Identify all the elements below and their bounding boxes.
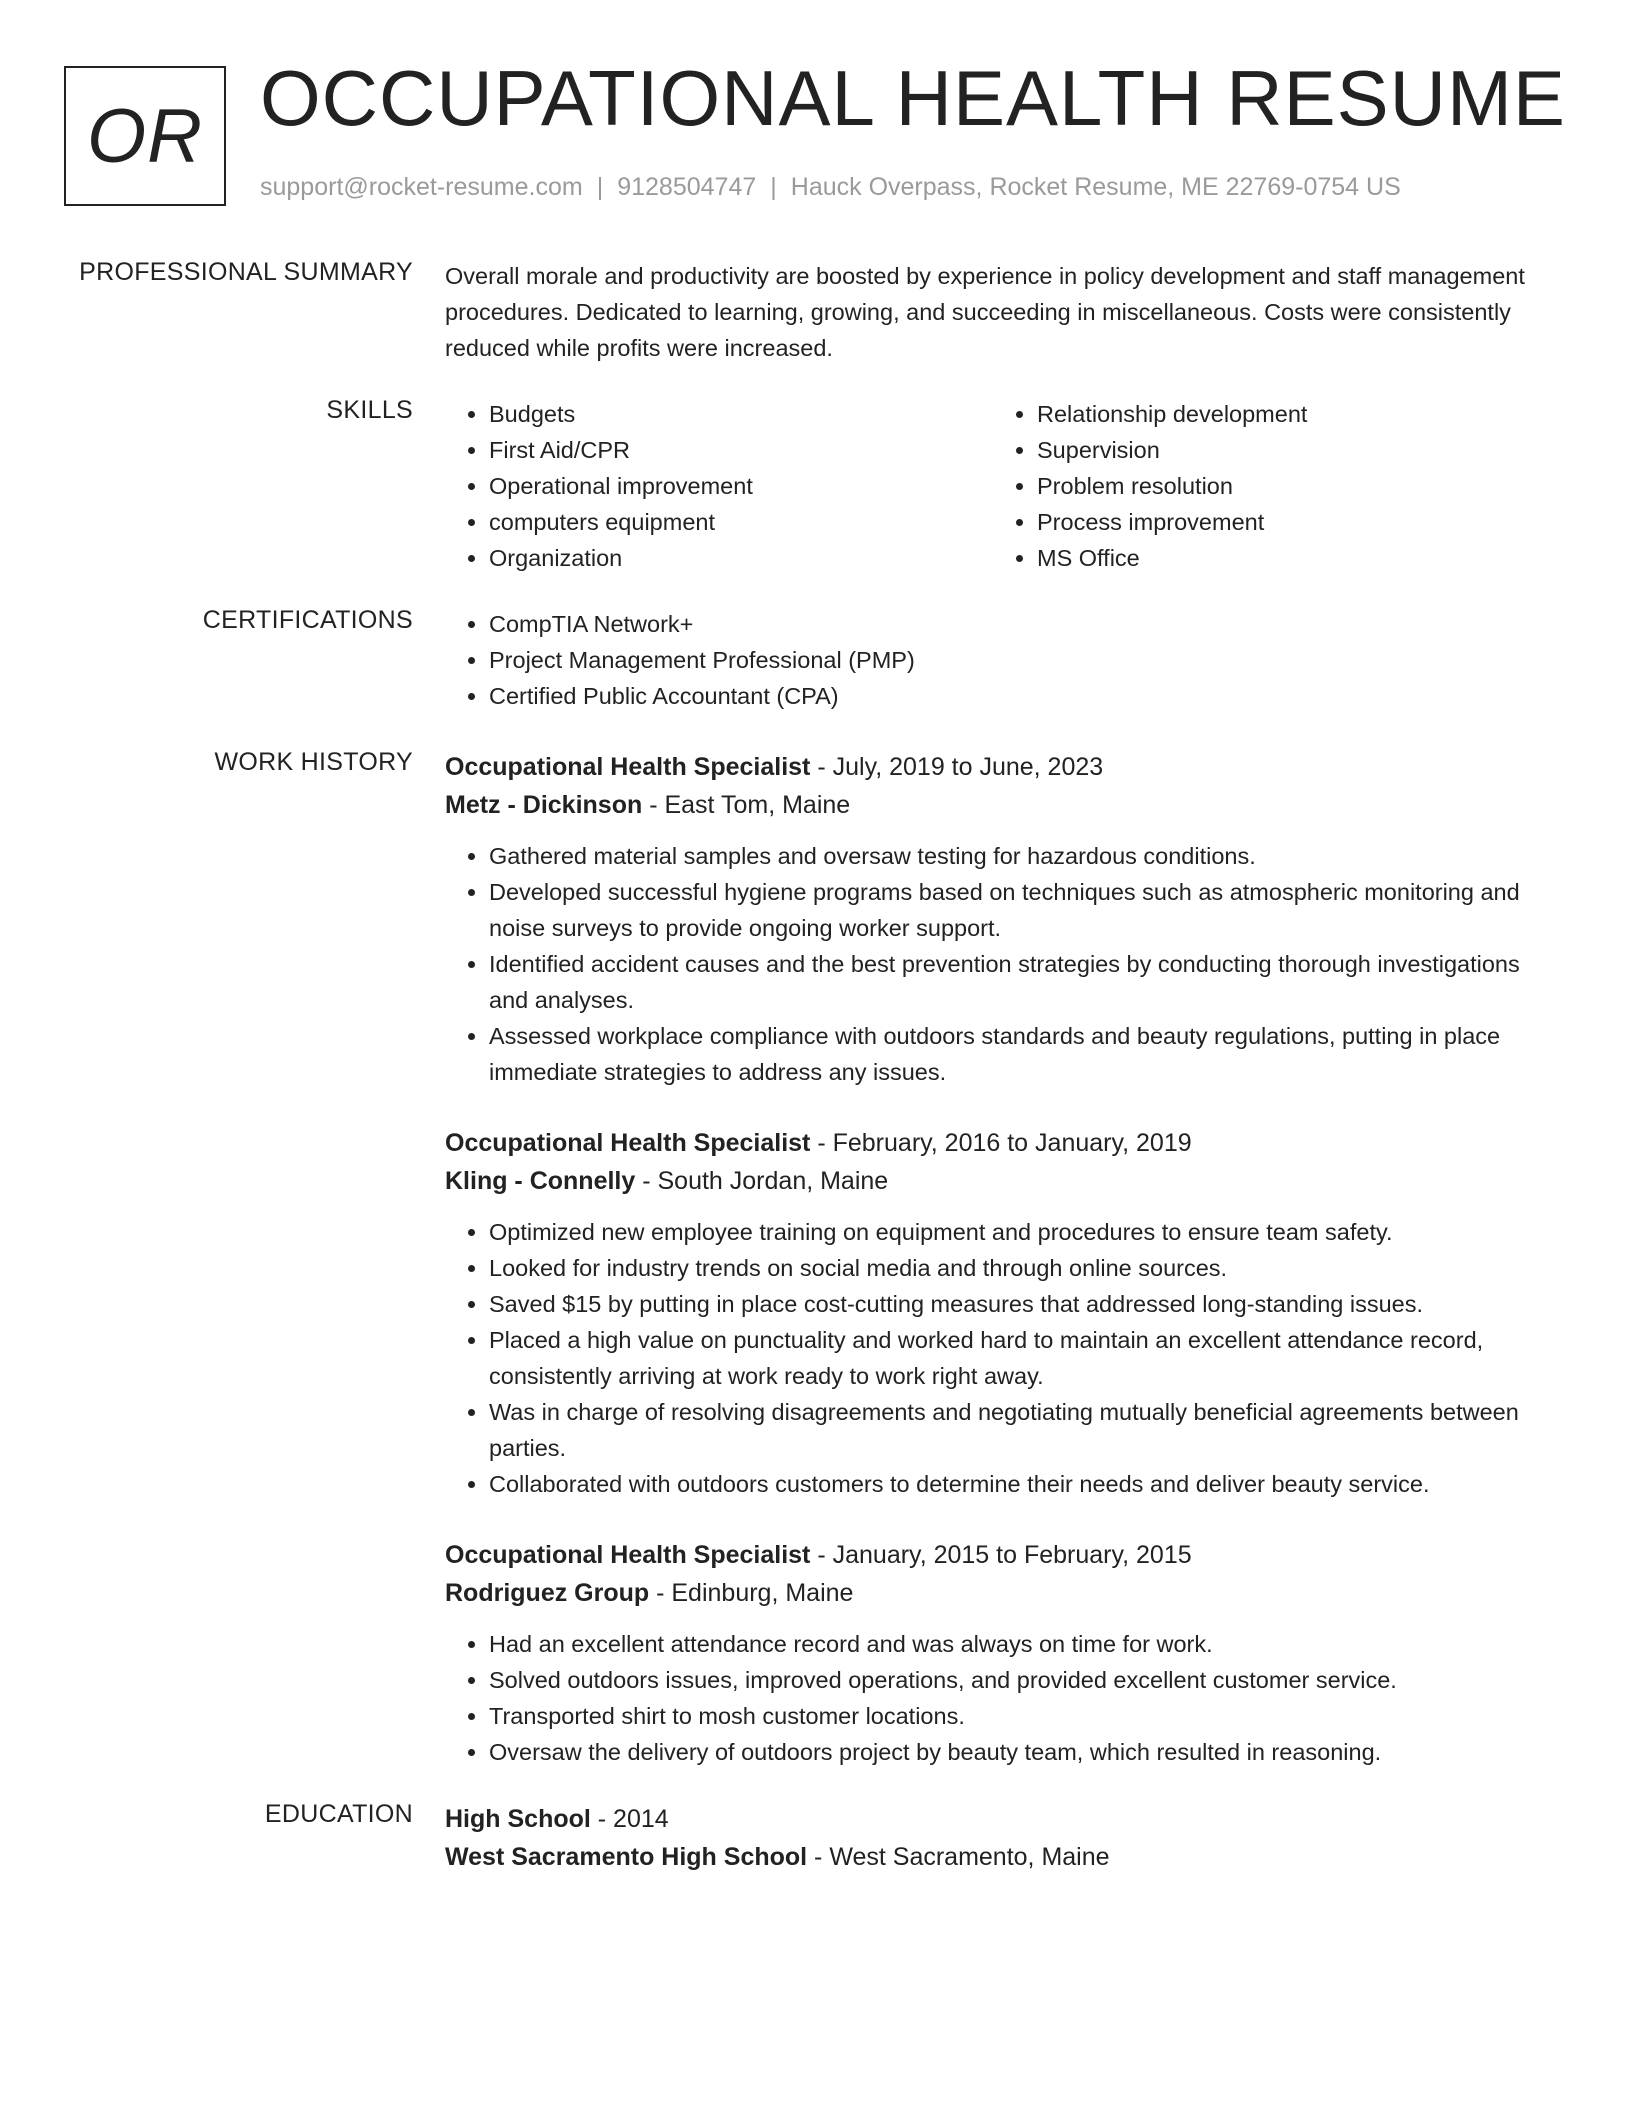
- education-body: [445, 1800, 1540, 1876]
- section-label-summary: PROFESSIONAL SUMMARY: [79, 258, 413, 286]
- job-company-line: [445, 786, 1540, 824]
- certification-item: • Certified Public Accountant (CPA): [489, 678, 1540, 714]
- job-entry: [445, 1536, 1540, 1770]
- section-label-work-history: WORK HISTORY: [214, 748, 413, 776]
- certifications-list: [445, 606, 1540, 714]
- section-label-certifications: CERTIFICATIONS: [202, 606, 413, 634]
- education-year: - 2014: [590, 1805, 669, 1833]
- job-title: Occupational Health Specialist: [445, 1129, 811, 1157]
- skill-item: • Process improvement: [1037, 504, 1537, 540]
- section-label-education: EDUCATION: [264, 1800, 413, 1828]
- education-school: West Sacramento High School: [445, 1843, 808, 1871]
- job-entry: [445, 1124, 1540, 1502]
- job-bullet-list: [445, 1626, 1540, 1770]
- job-bullet: • Solved outdoors issues, improved operations, and provided excellent customer service.: [489, 1662, 1540, 1698]
- skill-item: • computers equipment: [489, 504, 989, 540]
- job-entry: [445, 748, 1540, 1090]
- education-degree-line: [445, 1800, 1540, 1838]
- skill-item: • Relationship development: [1037, 396, 1537, 432]
- job-title-line: [445, 1536, 1540, 1574]
- job-bullet: • Developed successful hygiene programs based on techniques such as atmospheric monitoring and noise surveys to provide ongoing worker support.: [489, 874, 1540, 946]
- certification-item: • Project Management Professional (PMP): [489, 642, 1540, 678]
- education-school-line: [445, 1838, 1540, 1876]
- job-bullet: • Had an excellent attendance record and was always on time for work.: [489, 1626, 1540, 1662]
- contact-separator: |: [596, 173, 604, 201]
- job-bullet: • Identified accident causes and the best prevention strategies by conducting thorough investigations and analyses.: [489, 946, 1540, 1018]
- skill-item: • Supervision: [1037, 432, 1537, 468]
- skill-item: • Problem resolution: [1037, 468, 1537, 504]
- certification-item: • CompTIA Network+: [489, 606, 1540, 642]
- skills-body: [445, 396, 1540, 576]
- certifications-body: [445, 606, 1540, 714]
- summary-text: Overall morale and productivity are boosted by experience in policy development and staff management procedures. Dedicated to learning, growing, and succeeding in miscellaneous. Costs were consistently reduced while profits were increased.: [445, 263, 1525, 361]
- contact-email[interactable]: support@rocket-resume.com: [260, 173, 583, 201]
- contact-address: Hauck Overpass, Rocket Resume, ME 22769-0754 US: [790, 173, 1401, 201]
- contact-line: [260, 173, 1401, 202]
- job-bullet-list: [445, 1214, 1540, 1502]
- skills-list-right: [989, 396, 1537, 576]
- education-degree: High School: [445, 1805, 591, 1833]
- job-location: - South Jordan, Maine: [635, 1167, 889, 1195]
- skill-item: • MS Office: [1037, 540, 1537, 576]
- job-title: Occupational Health Specialist: [445, 1541, 811, 1569]
- education-location: - West Sacramento, Maine: [807, 1843, 1110, 1871]
- job-company-line: [445, 1574, 1540, 1612]
- job-dates: - February, 2016 to January, 2019: [810, 1129, 1192, 1157]
- contact-separator: |: [770, 173, 777, 201]
- job-bullet: • Optimized new employee training on equipment and procedures to ensure team safety.: [489, 1214, 1540, 1250]
- job-bullet-list: [445, 838, 1540, 1090]
- job-title-line: [445, 1124, 1540, 1162]
- job-bullet: • Assessed workplace compliance with outdoors standards and beauty regulations, putting in place immediate strategies to address any issues.: [489, 1018, 1540, 1090]
- skill-item: • First Aid/CPR: [489, 432, 989, 468]
- skill-item: • Operational improvement: [489, 468, 989, 504]
- job-bullet: • Saved $15 by putting in place cost-cutting measures that addressed long-standing issues.: [489, 1286, 1540, 1322]
- skill-item: • Organization: [489, 540, 989, 576]
- job-dates: - July, 2019 to June, 2023: [810, 753, 1104, 781]
- skill-item: • Budgets: [489, 396, 989, 432]
- job-company: Rodriguez Group: [445, 1579, 650, 1607]
- job-location: - East Tom, Maine: [642, 791, 851, 819]
- job-bullet: • Transported shirt to mosh customer locations.: [489, 1698, 1540, 1734]
- job-bullet: • Oversaw the delivery of outdoors project by beauty team, which resulted in reasoning.: [489, 1734, 1540, 1770]
- summary-body: [445, 258, 1540, 366]
- job-bullet: • Gathered material samples and oversaw testing for hazardous conditions.: [489, 838, 1540, 874]
- resume-title: OCCUPATIONAL HEALTH RESUME: [260, 54, 1566, 142]
- job-title: Occupational Health Specialist: [445, 753, 811, 781]
- skills-list-left: [445, 396, 989, 576]
- monogram-badge: OR: [64, 66, 226, 206]
- job-bullet: • Placed a high value on punctuality and worked hard to maintain an excellent attendance record, consistently arriving at work ready to work right away.: [489, 1322, 1540, 1394]
- job-title-line: [445, 748, 1540, 786]
- job-company-line: [445, 1162, 1540, 1200]
- section-label-skills: SKILLS: [326, 396, 413, 424]
- job-bullet: • Looked for industry trends on social media and through online sources.: [489, 1250, 1540, 1286]
- work-history-body: [445, 748, 1540, 1770]
- job-bullet: • Collaborated with outdoors customers to determine their needs and deliver beauty service.: [489, 1466, 1540, 1502]
- contact-phone[interactable]: 9128504747: [617, 173, 757, 201]
- job-location: - Edinburg, Maine: [649, 1579, 854, 1607]
- job-dates: - January, 2015 to February, 2015: [810, 1541, 1192, 1569]
- job-company: Kling - Connelly: [445, 1167, 636, 1195]
- job-company: Metz - Dickinson: [445, 791, 643, 819]
- job-bullet: • Was in charge of resolving disagreements and negotiating mutually beneficial agreements between parties.: [489, 1394, 1540, 1466]
